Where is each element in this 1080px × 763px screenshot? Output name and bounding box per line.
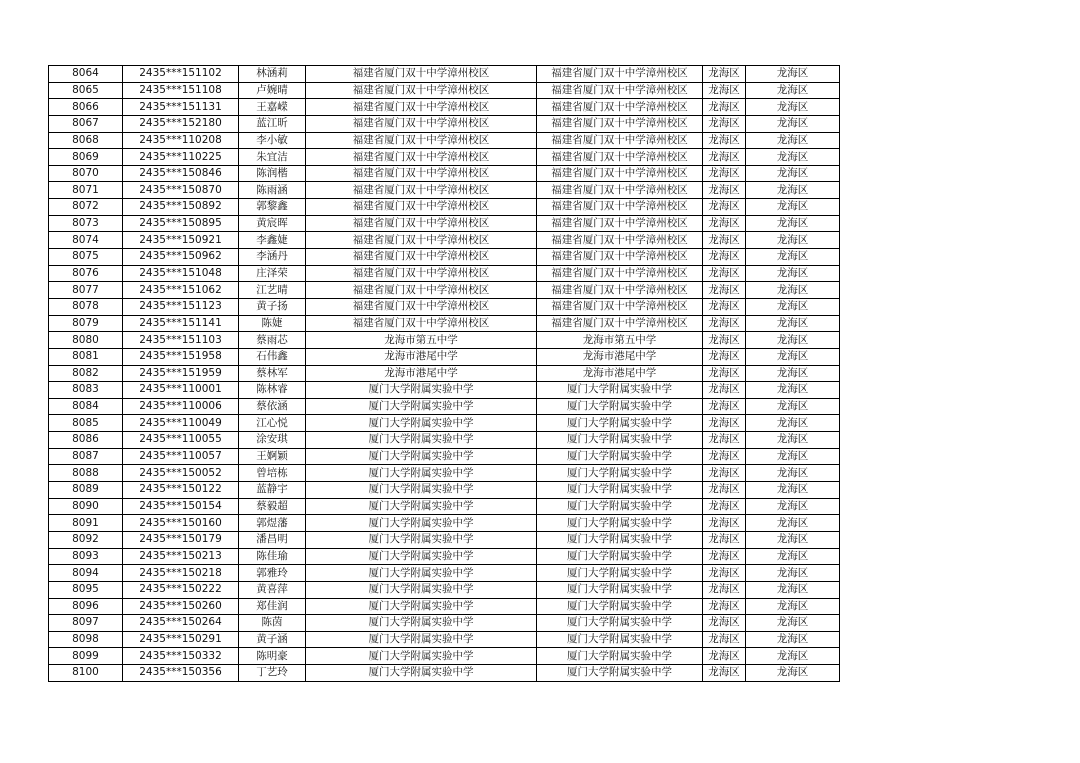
cell-name: 郭黎鑫 xyxy=(239,199,306,216)
cell-name: 蔡林军 xyxy=(239,365,306,382)
cell-school-2: 福建省厦门双十中学漳州校区 xyxy=(537,165,703,182)
cell-name: 江艺晴 xyxy=(239,282,306,299)
cell-exam-id: 2435***150356 xyxy=(123,665,239,682)
cell-seq-no: 8067 xyxy=(49,115,123,132)
table-row xyxy=(49,232,840,249)
table-row xyxy=(49,648,840,665)
cell-district: 龙海区 xyxy=(703,282,746,299)
cell-school: 厦门大学附属实验中学 xyxy=(306,648,537,665)
cell-name: 王嘉嵘 xyxy=(239,99,306,116)
cell-district-2: 龙海区 xyxy=(746,132,840,149)
table-row xyxy=(49,631,840,648)
cell-district: 龙海区 xyxy=(703,165,746,182)
cell-school-2: 厦门大学附属实验中学 xyxy=(537,531,703,548)
cell-school: 厦门大学附属实验中学 xyxy=(306,498,537,515)
cell-seq-no: 8082 xyxy=(49,365,123,382)
cell-school-2: 厦门大学附属实验中学 xyxy=(537,415,703,432)
cell-seq-no: 8096 xyxy=(49,598,123,615)
cell-school: 福建省厦门双十中学漳州校区 xyxy=(306,282,537,299)
cell-school: 福建省厦门双十中学漳州校区 xyxy=(306,165,537,182)
cell-district-2: 龙海区 xyxy=(746,565,840,582)
cell-name: 李涵丹 xyxy=(239,249,306,266)
cell-school-2: 厦门大学附属实验中学 xyxy=(537,598,703,615)
cell-school-2: 福建省厦门双十中学漳州校区 xyxy=(537,265,703,282)
cell-seq-no: 8090 xyxy=(49,498,123,515)
cell-exam-id: 2435***150179 xyxy=(123,531,239,548)
cell-seq-no: 8097 xyxy=(49,615,123,632)
cell-district: 龙海区 xyxy=(703,382,746,399)
cell-seq-no: 8069 xyxy=(49,149,123,166)
cell-name: 黄宸晖 xyxy=(239,215,306,232)
cell-exam-id: 2435***110001 xyxy=(123,382,239,399)
cell-exam-id: 2435***110055 xyxy=(123,432,239,449)
cell-district: 龙海区 xyxy=(703,615,746,632)
cell-district-2: 龙海区 xyxy=(746,115,840,132)
table-row xyxy=(49,665,840,682)
cell-school-2: 厦门大学附属实验中学 xyxy=(537,515,703,532)
cell-school-2: 福建省厦门双十中学漳州校区 xyxy=(537,315,703,332)
cell-district-2: 龙海区 xyxy=(746,149,840,166)
cell-seq-no: 8079 xyxy=(49,315,123,332)
cell-district: 龙海区 xyxy=(703,598,746,615)
cell-name: 卢婉晴 xyxy=(239,82,306,99)
table-row xyxy=(49,348,840,365)
cell-school: 厦门大学附属实验中学 xyxy=(306,382,537,399)
table-row xyxy=(49,199,840,216)
cell-name: 陈林睿 xyxy=(239,382,306,399)
cell-district-2: 龙海区 xyxy=(746,448,840,465)
cell-exam-id: 2435***150260 xyxy=(123,598,239,615)
cell-school: 福建省厦门双十中学漳州校区 xyxy=(306,132,537,149)
cell-district: 龙海区 xyxy=(703,232,746,249)
cell-name: 陈婕 xyxy=(239,315,306,332)
cell-school-2: 厦门大学附属实验中学 xyxy=(537,465,703,482)
table-row xyxy=(49,182,840,199)
cell-school-2: 福建省厦门双十中学漳州校区 xyxy=(537,115,703,132)
cell-name: 陈茵 xyxy=(239,615,306,632)
cell-school: 龙海市港尾中学 xyxy=(306,348,537,365)
cell-school: 福建省厦门双十中学漳州校区 xyxy=(306,315,537,332)
table-row xyxy=(49,132,840,149)
cell-seq-no: 8093 xyxy=(49,548,123,565)
cell-district: 龙海区 xyxy=(703,631,746,648)
cell-district-2: 龙海区 xyxy=(746,648,840,665)
cell-name: 陈明豪 xyxy=(239,648,306,665)
cell-exam-id: 2435***151062 xyxy=(123,282,239,299)
cell-district-2: 龙海区 xyxy=(746,531,840,548)
cell-district-2: 龙海区 xyxy=(746,265,840,282)
table-row xyxy=(49,265,840,282)
cell-school: 厦门大学附属实验中学 xyxy=(306,598,537,615)
table-row xyxy=(49,249,840,266)
cell-district-2: 龙海区 xyxy=(746,665,840,682)
table-row xyxy=(49,482,840,499)
table-row xyxy=(49,398,840,415)
table-row xyxy=(49,99,840,116)
cell-district: 龙海区 xyxy=(703,332,746,349)
cell-school: 福建省厦门双十中学漳州校区 xyxy=(306,66,537,83)
cell-school: 福建省厦门双十中学漳州校区 xyxy=(306,182,537,199)
cell-school-2: 福建省厦门双十中学漳州校区 xyxy=(537,182,703,199)
cell-district-2: 龙海区 xyxy=(746,398,840,415)
cell-name: 蔡依涵 xyxy=(239,398,306,415)
cell-seq-no: 8073 xyxy=(49,215,123,232)
table-row xyxy=(49,565,840,582)
cell-school-2: 福建省厦门双十中学漳州校区 xyxy=(537,132,703,149)
cell-school-2: 龙海市港尾中学 xyxy=(537,348,703,365)
cell-district: 龙海区 xyxy=(703,515,746,532)
cell-seq-no: 8078 xyxy=(49,298,123,315)
cell-name: 郭煜藩 xyxy=(239,515,306,532)
cell-school-2: 厦门大学附属实验中学 xyxy=(537,382,703,399)
cell-district: 龙海区 xyxy=(703,398,746,415)
table-row xyxy=(49,315,840,332)
cell-seq-no: 8088 xyxy=(49,465,123,482)
cell-district-2: 龙海区 xyxy=(746,365,840,382)
cell-school-2: 福建省厦门双十中学漳州校区 xyxy=(537,232,703,249)
cell-exam-id: 2435***150052 xyxy=(123,465,239,482)
cell-school: 福建省厦门双十中学漳州校区 xyxy=(306,298,537,315)
cell-name: 陈佳瑜 xyxy=(239,548,306,565)
cell-exam-id: 2435***150332 xyxy=(123,648,239,665)
cell-school-2: 福建省厦门双十中学漳州校区 xyxy=(537,199,703,216)
cell-seq-no: 8100 xyxy=(49,665,123,682)
table-row xyxy=(49,165,840,182)
cell-seq-no: 8098 xyxy=(49,631,123,648)
cell-district: 龙海区 xyxy=(703,348,746,365)
cell-district-2: 龙海区 xyxy=(746,631,840,648)
cell-name: 李鑫婕 xyxy=(239,232,306,249)
cell-district-2: 龙海区 xyxy=(746,548,840,565)
cell-school: 福建省厦门双十中学漳州校区 xyxy=(306,249,537,266)
cell-district: 龙海区 xyxy=(703,548,746,565)
cell-district: 龙海区 xyxy=(703,531,746,548)
cell-exam-id: 2435***151131 xyxy=(123,99,239,116)
cell-school-2: 厦门大学附属实验中学 xyxy=(537,498,703,515)
table-row xyxy=(49,82,840,99)
cell-seq-no: 8087 xyxy=(49,448,123,465)
cell-school-2: 厦门大学附属实验中学 xyxy=(537,548,703,565)
cell-name: 李小敏 xyxy=(239,132,306,149)
cell-district-2: 龙海区 xyxy=(746,165,840,182)
cell-name: 陈润楷 xyxy=(239,165,306,182)
cell-exam-id: 2435***150846 xyxy=(123,165,239,182)
cell-district-2: 龙海区 xyxy=(746,415,840,432)
cell-district-2: 龙海区 xyxy=(746,515,840,532)
cell-seq-no: 8085 xyxy=(49,415,123,432)
cell-district: 龙海区 xyxy=(703,132,746,149)
cell-name: 黄子扬 xyxy=(239,298,306,315)
table-row xyxy=(49,531,840,548)
cell-name: 丁艺玲 xyxy=(239,665,306,682)
cell-district: 龙海区 xyxy=(703,265,746,282)
cell-exam-id: 2435***110208 xyxy=(123,132,239,149)
cell-school-2: 龙海市港尾中学 xyxy=(537,365,703,382)
cell-exam-id: 2435***150921 xyxy=(123,232,239,249)
cell-school-2: 福建省厦门双十中学漳州校区 xyxy=(537,149,703,166)
cell-name: 蔡毅超 xyxy=(239,498,306,515)
cell-district: 龙海区 xyxy=(703,448,746,465)
table-row xyxy=(49,365,840,382)
cell-school-2: 厦门大学附属实验中学 xyxy=(537,665,703,682)
cell-district: 龙海区 xyxy=(703,581,746,598)
cell-district: 龙海区 xyxy=(703,99,746,116)
cell-school: 福建省厦门双十中学漳州校区 xyxy=(306,232,537,249)
table-row xyxy=(49,581,840,598)
table-row xyxy=(49,298,840,315)
cell-exam-id: 2435***110057 xyxy=(123,448,239,465)
cell-exam-id: 2435***152180 xyxy=(123,115,239,132)
cell-school-2: 厦门大学附属实验中学 xyxy=(537,648,703,665)
cell-name: 林涵莉 xyxy=(239,66,306,83)
cell-school-2: 福建省厦门双十中学漳州校区 xyxy=(537,298,703,315)
cell-district: 龙海区 xyxy=(703,82,746,99)
cell-seq-no: 8080 xyxy=(49,332,123,349)
cell-seq-no: 8077 xyxy=(49,282,123,299)
cell-school: 厦门大学附属实验中学 xyxy=(306,665,537,682)
cell-name: 黄子涵 xyxy=(239,631,306,648)
cell-district: 龙海区 xyxy=(703,432,746,449)
cell-district-2: 龙海区 xyxy=(746,66,840,83)
cell-school-2: 福建省厦门双十中学漳州校区 xyxy=(537,82,703,99)
cell-school: 厦门大学附属实验中学 xyxy=(306,448,537,465)
cell-seq-no: 8089 xyxy=(49,482,123,499)
table-row xyxy=(49,115,840,132)
cell-exam-id: 2435***150962 xyxy=(123,249,239,266)
cell-school-2: 龙海市第五中学 xyxy=(537,332,703,349)
cell-name: 石伟鑫 xyxy=(239,348,306,365)
cell-district: 龙海区 xyxy=(703,365,746,382)
cell-school: 龙海市港尾中学 xyxy=(306,365,537,382)
cell-seq-no: 8068 xyxy=(49,132,123,149)
cell-district: 龙海区 xyxy=(703,482,746,499)
table-row xyxy=(49,498,840,515)
cell-school: 福建省厦门双十中学漳州校区 xyxy=(306,265,537,282)
cell-exam-id: 2435***151108 xyxy=(123,82,239,99)
cell-name: 陈雨涵 xyxy=(239,182,306,199)
cell-school-2: 厦门大学附属实验中学 xyxy=(537,398,703,415)
cell-exam-id: 2435***150213 xyxy=(123,548,239,565)
cell-school: 福建省厦门双十中学漳州校区 xyxy=(306,99,537,116)
cell-name: 黄喜萍 xyxy=(239,581,306,598)
cell-district: 龙海区 xyxy=(703,565,746,582)
cell-school: 龙海市第五中学 xyxy=(306,332,537,349)
cell-exam-id: 2435***151102 xyxy=(123,66,239,83)
cell-school-2: 厦门大学附属实验中学 xyxy=(537,631,703,648)
cell-district-2: 龙海区 xyxy=(746,249,840,266)
cell-school: 厦门大学附属实验中学 xyxy=(306,415,537,432)
cell-exam-id: 2435***150892 xyxy=(123,199,239,216)
cell-district-2: 龙海区 xyxy=(746,332,840,349)
cell-district-2: 龙海区 xyxy=(746,348,840,365)
cell-district-2: 龙海区 xyxy=(746,232,840,249)
cell-name: 蓝静宇 xyxy=(239,482,306,499)
cell-school: 福建省厦门双十中学漳州校区 xyxy=(306,115,537,132)
table-row xyxy=(49,215,840,232)
cell-district: 龙海区 xyxy=(703,215,746,232)
cell-school: 厦门大学附属实验中学 xyxy=(306,631,537,648)
cell-exam-id: 2435***151141 xyxy=(123,315,239,332)
cell-exam-id: 2435***110006 xyxy=(123,398,239,415)
cell-exam-id: 2435***150870 xyxy=(123,182,239,199)
cell-school: 福建省厦门双十中学漳州校区 xyxy=(306,215,537,232)
cell-name: 郭雅玲 xyxy=(239,565,306,582)
cell-district: 龙海区 xyxy=(703,249,746,266)
cell-district-2: 龙海区 xyxy=(746,82,840,99)
table-row xyxy=(49,149,840,166)
cell-seq-no: 8072 xyxy=(49,199,123,216)
cell-district-2: 龙海区 xyxy=(746,315,840,332)
cell-seq-no: 8075 xyxy=(49,249,123,266)
cell-district: 龙海区 xyxy=(703,415,746,432)
cell-school-2: 福建省厦门双十中学漳州校区 xyxy=(537,249,703,266)
cell-school-2: 福建省厦门双十中学漳州校区 xyxy=(537,99,703,116)
cell-seq-no: 8065 xyxy=(49,82,123,99)
cell-district: 龙海区 xyxy=(703,315,746,332)
cell-exam-id: 2435***110049 xyxy=(123,415,239,432)
cell-name: 涂安琪 xyxy=(239,432,306,449)
cell-exam-id: 2435***150264 xyxy=(123,615,239,632)
cell-name: 曾培栋 xyxy=(239,465,306,482)
table-row xyxy=(49,382,840,399)
cell-school-2: 厦门大学附属实验中学 xyxy=(537,615,703,632)
cell-seq-no: 8081 xyxy=(49,348,123,365)
table-row xyxy=(49,282,840,299)
table-row xyxy=(49,515,840,532)
cell-district-2: 龙海区 xyxy=(746,199,840,216)
roster-table xyxy=(48,65,840,682)
table-row xyxy=(49,598,840,615)
cell-district-2: 龙海区 xyxy=(746,581,840,598)
cell-school: 厦门大学附属实验中学 xyxy=(306,482,537,499)
cell-name: 蔡雨芯 xyxy=(239,332,306,349)
cell-exam-id: 2435***150160 xyxy=(123,515,239,532)
table-row xyxy=(49,465,840,482)
cell-school: 厦门大学附属实验中学 xyxy=(306,465,537,482)
cell-seq-no: 8076 xyxy=(49,265,123,282)
cell-name: 蓝江昕 xyxy=(239,115,306,132)
cell-district: 龙海区 xyxy=(703,465,746,482)
cell-exam-id: 2435***150122 xyxy=(123,482,239,499)
cell-exam-id: 2435***150218 xyxy=(123,565,239,582)
table-row xyxy=(49,448,840,465)
cell-district: 龙海区 xyxy=(703,298,746,315)
cell-district: 龙海区 xyxy=(703,182,746,199)
cell-seq-no: 8091 xyxy=(49,515,123,532)
cell-school-2: 福建省厦门双十中学漳州校区 xyxy=(537,282,703,299)
cell-name: 郑佳润 xyxy=(239,598,306,615)
cell-district: 龙海区 xyxy=(703,115,746,132)
cell-district-2: 龙海区 xyxy=(746,282,840,299)
cell-exam-id: 2435***151123 xyxy=(123,298,239,315)
cell-exam-id: 2435***150291 xyxy=(123,631,239,648)
cell-school: 福建省厦门双十中学漳州校区 xyxy=(306,149,537,166)
cell-seq-no: 8071 xyxy=(49,182,123,199)
cell-exam-id: 2435***150154 xyxy=(123,498,239,515)
cell-name: 庄泽荣 xyxy=(239,265,306,282)
cell-district: 龙海区 xyxy=(703,648,746,665)
cell-school-2: 厦门大学附属实验中学 xyxy=(537,448,703,465)
cell-school-2: 福建省厦门双十中学漳州校区 xyxy=(537,215,703,232)
roster-body xyxy=(49,66,840,682)
cell-name: 潘昌明 xyxy=(239,531,306,548)
cell-school-2: 厦门大学附属实验中学 xyxy=(537,482,703,499)
cell-school: 厦门大学附属实验中学 xyxy=(306,432,537,449)
table-row xyxy=(49,432,840,449)
cell-district-2: 龙海区 xyxy=(746,99,840,116)
cell-seq-no: 8084 xyxy=(49,398,123,415)
cell-school: 厦门大学附属实验中学 xyxy=(306,531,537,548)
cell-district-2: 龙海区 xyxy=(746,382,840,399)
cell-seq-no: 8064 xyxy=(49,66,123,83)
table-row xyxy=(49,332,840,349)
cell-district-2: 龙海区 xyxy=(746,615,840,632)
cell-seq-no: 8074 xyxy=(49,232,123,249)
cell-school: 福建省厦门双十中学漳州校区 xyxy=(306,199,537,216)
cell-district: 龙海区 xyxy=(703,498,746,515)
cell-school-2: 厦门大学附属实验中学 xyxy=(537,565,703,582)
cell-district-2: 龙海区 xyxy=(746,182,840,199)
cell-district: 龙海区 xyxy=(703,199,746,216)
table-row xyxy=(49,615,840,632)
cell-exam-id: 2435***151103 xyxy=(123,332,239,349)
cell-seq-no: 8095 xyxy=(49,581,123,598)
cell-district-2: 龙海区 xyxy=(746,498,840,515)
cell-exam-id: 2435***150222 xyxy=(123,581,239,598)
table-row xyxy=(49,66,840,83)
cell-name: 朱宜洁 xyxy=(239,149,306,166)
cell-school: 厦门大学附属实验中学 xyxy=(306,581,537,598)
cell-seq-no: 8094 xyxy=(49,565,123,582)
cell-name: 江心悦 xyxy=(239,415,306,432)
cell-school: 厦门大学附属实验中学 xyxy=(306,398,537,415)
cell-school: 厦门大学附属实验中学 xyxy=(306,565,537,582)
cell-exam-id: 2435***151048 xyxy=(123,265,239,282)
cell-district: 龙海区 xyxy=(703,66,746,83)
cell-seq-no: 8070 xyxy=(49,165,123,182)
cell-school: 厦门大学附属实验中学 xyxy=(306,615,537,632)
cell-school: 厦门大学附属实验中学 xyxy=(306,548,537,565)
cell-seq-no: 8066 xyxy=(49,99,123,116)
cell-seq-no: 8099 xyxy=(49,648,123,665)
cell-district-2: 龙海区 xyxy=(746,482,840,499)
cell-district-2: 龙海区 xyxy=(746,298,840,315)
cell-exam-id: 2435***151958 xyxy=(123,348,239,365)
cell-district-2: 龙海区 xyxy=(746,215,840,232)
cell-name: 王婀颖 xyxy=(239,448,306,465)
cell-district-2: 龙海区 xyxy=(746,465,840,482)
cell-district: 龙海区 xyxy=(703,665,746,682)
cell-exam-id: 2435***110225 xyxy=(123,149,239,166)
cell-exam-id: 2435***151959 xyxy=(123,365,239,382)
cell-exam-id: 2435***150895 xyxy=(123,215,239,232)
cell-school-2: 厦门大学附属实验中学 xyxy=(537,581,703,598)
cell-district: 龙海区 xyxy=(703,149,746,166)
cell-school-2: 福建省厦门双十中学漳州校区 xyxy=(537,66,703,83)
table-row xyxy=(49,415,840,432)
cell-seq-no: 8083 xyxy=(49,382,123,399)
table-row xyxy=(49,548,840,565)
cell-seq-no: 8092 xyxy=(49,531,123,548)
cell-district-2: 龙海区 xyxy=(746,598,840,615)
cell-district-2: 龙海区 xyxy=(746,432,840,449)
cell-school: 福建省厦门双十中学漳州校区 xyxy=(306,82,537,99)
cell-seq-no: 8086 xyxy=(49,432,123,449)
cell-school-2: 厦门大学附属实验中学 xyxy=(537,432,703,449)
cell-school: 厦门大学附属实验中学 xyxy=(306,515,537,532)
